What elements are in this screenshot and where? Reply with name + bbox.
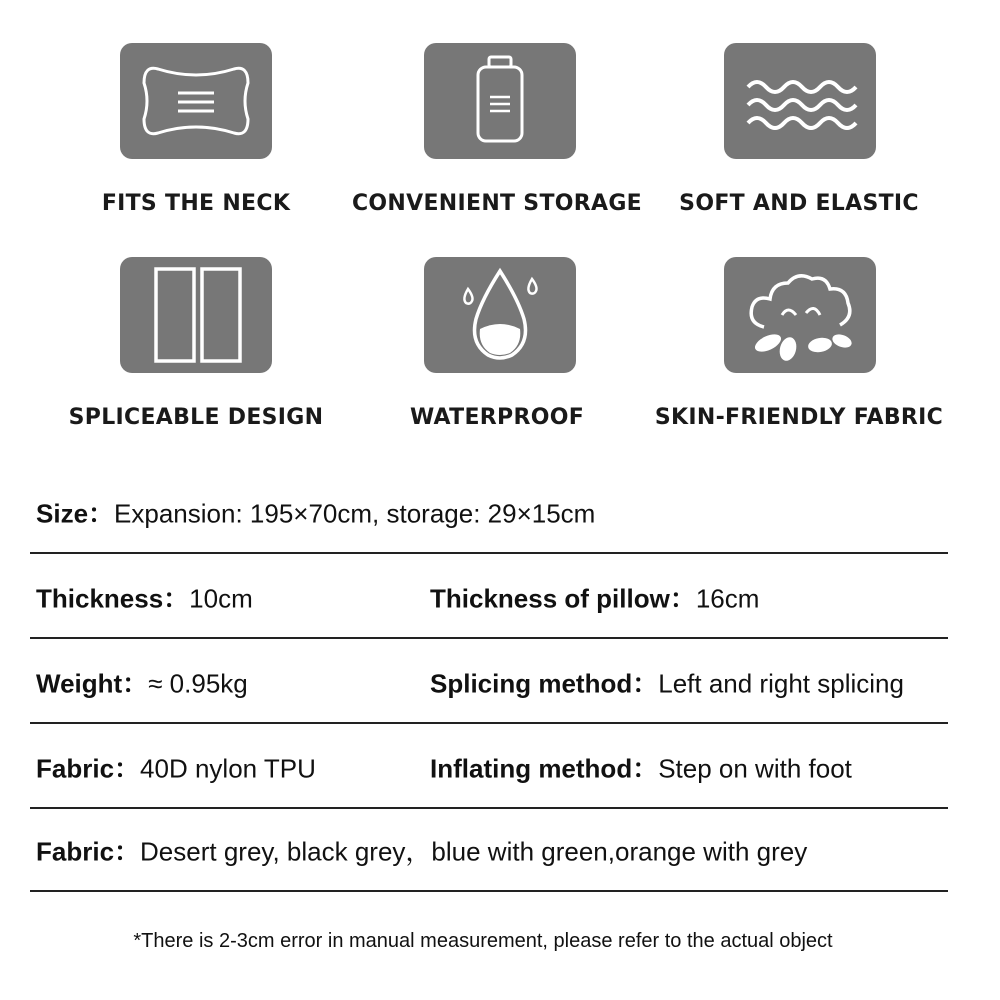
spec-value: 10cm (189, 583, 253, 614)
feature-label: WATERPROOF (409, 405, 585, 430)
feature-tile-fits-neck (120, 43, 272, 159)
spec-row-colors (30, 806, 948, 892)
spec-fabric (36, 749, 316, 786)
measurement-note: *There is 2-3cm error in manual measurement, please refer to the actual object (133, 930, 833, 952)
feature-label: FITS THE NECK (101, 191, 291, 216)
splice-panels-icon (120, 257, 272, 373)
spec-value: 16cm (695, 583, 760, 614)
spec-key: Thickness： (36, 583, 190, 614)
waves-icon (724, 43, 876, 159)
spec-value: Left and right splicing (658, 668, 904, 699)
spec-key: Thickness of pillow： (430, 583, 696, 614)
feature-label: SOFT AND ELASTIC (679, 191, 919, 216)
cotton-icon (724, 257, 876, 373)
spec-inflating (430, 749, 852, 786)
feature-tile-skin-friendly (724, 257, 876, 373)
spec-key: Fabric： (36, 753, 141, 784)
spec-row-fabric (30, 723, 948, 809)
spec-value: Step on with foot (658, 753, 852, 784)
spec-size (36, 494, 595, 531)
spec-value: Expansion: 195×70cm, storage: 29×15cm (114, 498, 596, 529)
spec-value: 40D nylon TPU (140, 753, 316, 784)
feature-tile-spliceable (120, 257, 272, 373)
spec-row-weight (30, 638, 948, 724)
feature-tile-soft (724, 43, 876, 159)
spec-value: Desert grey, black grey，blue with green,orange with grey (140, 836, 808, 867)
spec-key: Inflating method： (430, 753, 659, 784)
spec-row-thickness (30, 553, 948, 639)
spec-key: Splicing method： (430, 668, 659, 699)
spec-key: Weight： (36, 668, 149, 699)
spec-row-size (30, 468, 948, 554)
feature-label: CONVENIENT STORAGE (351, 191, 643, 216)
feature-tile-waterproof (424, 257, 576, 373)
neck-pillow-icon (120, 43, 272, 159)
water-drop-icon (424, 257, 576, 373)
feature-label: SPLICEABLE DESIGN (68, 405, 324, 430)
spec-pillow-thickness (430, 579, 759, 616)
feature-label: SKIN-FRIENDLY FABRIC (654, 405, 944, 430)
spec-thickness (36, 579, 253, 616)
spec-weight (36, 664, 248, 701)
spec-key: Fabric： (36, 836, 141, 867)
spec-splicing (430, 664, 904, 701)
spec-key: Size： (36, 498, 115, 529)
feature-tile-storage (424, 43, 576, 159)
storage-bag-icon (424, 43, 576, 159)
spec-value: ≈ 0.95kg (148, 668, 248, 699)
spec-colors (36, 832, 807, 869)
